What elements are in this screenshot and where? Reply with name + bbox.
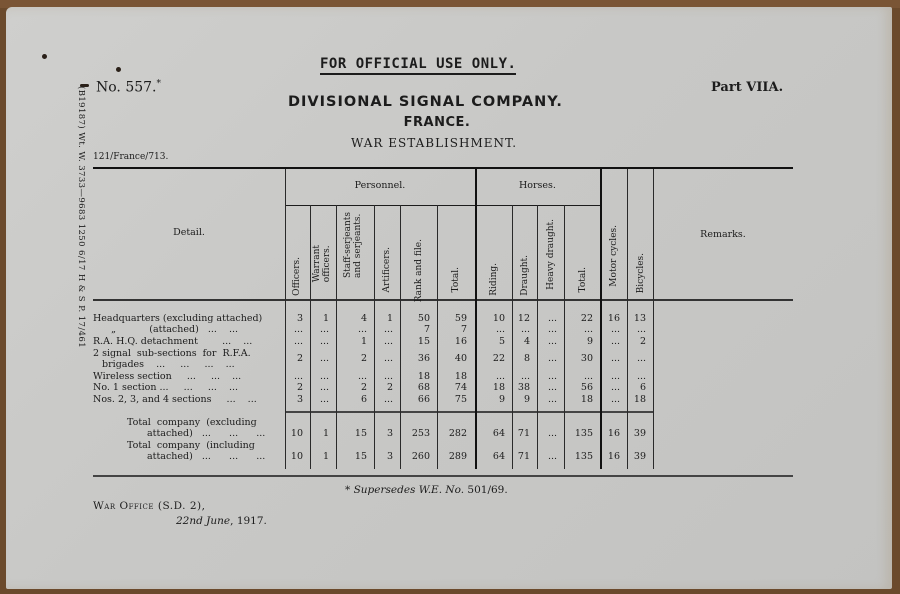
table-cell: ... — [383, 371, 393, 382]
table-cell: 74 — [454, 382, 467, 393]
personnel-header: Personnel. — [354, 180, 406, 191]
table-cell: ... — [547, 353, 557, 364]
subtitle-text: FRANCE. — [403, 115, 471, 130]
table-cell: ... — [319, 336, 329, 347]
table-bottom-rule — [93, 475, 793, 477]
table-cell: 282 — [448, 428, 467, 439]
table-cell: ... — [293, 336, 303, 347]
table-cell: ... — [547, 428, 557, 439]
col-header-line: Staff-serjeants — [343, 212, 353, 279]
table-cell: 50 — [417, 313, 430, 324]
table-cell: 4 — [523, 336, 530, 347]
table-cell: ... — [547, 451, 557, 462]
table-cell: ... — [583, 371, 593, 382]
table-cell: 66 — [417, 394, 430, 405]
table-cell: 39 — [633, 451, 646, 462]
table-cell: 16 — [607, 313, 620, 324]
issue-date-year: , 1917. — [230, 515, 267, 527]
table-cell: 1 — [322, 451, 329, 462]
table-cell: 40 — [454, 353, 467, 364]
table-cell: 2 — [360, 382, 367, 393]
table-cell: ... — [319, 353, 329, 364]
table-cell: 2 — [386, 382, 393, 393]
table-cell: 1 — [386, 313, 393, 324]
table-cell: 2 — [360, 353, 367, 364]
punch-hole — [116, 67, 121, 72]
table-cell: 22 — [580, 313, 593, 324]
table-cell: 75 — [454, 394, 467, 405]
footnote — [345, 484, 508, 496]
table-cell: 260 — [411, 451, 430, 462]
table-cell: ... — [520, 324, 530, 335]
table-cell: ... — [636, 324, 646, 335]
table-cell: ... — [610, 371, 620, 382]
footnote-mark: * — [345, 484, 351, 496]
table-cell: 15 — [354, 428, 367, 439]
table-cell: 6 — [639, 382, 646, 393]
table-cell: 1 — [360, 336, 367, 347]
col-header-riding: Riding. — [489, 263, 499, 296]
table-cell: 10 — [492, 313, 505, 324]
reference-number: 121/France/713. — [93, 152, 169, 162]
table-cell: ... — [293, 324, 303, 335]
table-cell: 16 — [454, 336, 467, 347]
table-cell: 9 — [586, 336, 593, 347]
table-cell: ... — [610, 394, 620, 405]
table-cell: 289 — [448, 451, 467, 462]
table-cell: 18 — [454, 371, 467, 382]
table-cell: 64 — [492, 428, 505, 439]
table-cell: 13 — [633, 313, 646, 324]
table-cell: 22 — [492, 353, 505, 364]
col-header-bicycles: Bicycles. — [636, 253, 646, 294]
punch-hole — [42, 54, 47, 59]
footnote-number: 501/69. — [467, 484, 508, 496]
issue-date-day: 22nd June — [176, 515, 231, 527]
table-cell: ... — [495, 371, 505, 382]
table-cell: 36 — [417, 353, 430, 364]
detail-line: No. 1 section ... ... ... ... — [93, 382, 239, 393]
table-cell: ... — [636, 353, 646, 364]
table-cell: 18 — [417, 371, 430, 382]
table-cell: 9 — [523, 394, 530, 405]
total-detail-line: Total company (including — [127, 440, 255, 451]
col-header-line: Warrant — [312, 245, 322, 283]
remarks-header: Remarks. — [700, 229, 746, 240]
col-header-rank-and-file: Rank and file. — [414, 239, 424, 303]
table-cell: 7 — [423, 324, 430, 335]
table-cell: 39 — [633, 428, 646, 439]
table-cell: 3 — [386, 428, 393, 439]
table-cell: ... — [547, 371, 557, 382]
detail-line: Nos. 2, 3, and 4 sections ... ... — [93, 394, 257, 405]
table-cell: ... — [610, 353, 620, 364]
total-detail-line: Total company (excluding — [127, 417, 257, 428]
table-cell: 135 — [574, 428, 593, 439]
document-heading: WAR ESTABLISHMENT. — [351, 136, 518, 150]
table-cell: 10 — [290, 451, 303, 462]
table-cell: ... — [383, 336, 393, 347]
table-cell: ... — [357, 324, 367, 335]
table-cell: ... — [547, 313, 557, 324]
table-cell: 10 — [290, 428, 303, 439]
table-cell: 6 — [360, 394, 367, 405]
footnote-text: Supersedes W.E. No. — [353, 484, 465, 496]
col-header-personnel-total: Total. — [451, 267, 461, 293]
table-cell: 16 — [607, 428, 620, 439]
table-cell: ... — [383, 324, 393, 335]
classification-heading: FOR OFFICIAL USE ONLY. — [320, 56, 516, 75]
table-cell: ... — [547, 324, 557, 335]
detail-line: brigades ... ... ... ... — [93, 359, 235, 370]
table-cell: 59 — [454, 313, 467, 324]
table-cell: ... — [319, 324, 329, 335]
table-cell: 68 — [417, 382, 430, 393]
document-subtitle — [0, 115, 900, 130]
table-cell: 30 — [580, 353, 593, 364]
table-cell: ... — [293, 371, 303, 382]
table-top-rule — [93, 167, 793, 169]
table-cell: 18 — [580, 394, 593, 405]
detail-line: Headquarters (excluding attached) — [93, 313, 263, 324]
table-cell: 15 — [417, 336, 430, 347]
table-cell: 3 — [296, 313, 303, 324]
header-bottom-rule — [93, 299, 793, 301]
col-header-line: and serjeants. — [353, 213, 363, 279]
document-number — [96, 79, 161, 96]
table-cell: 8 — [523, 353, 530, 364]
table-cell: 18 — [492, 382, 505, 393]
table-cell: ... — [610, 336, 620, 347]
horses-header: Horses. — [519, 180, 556, 191]
table-cell: ... — [357, 371, 367, 382]
table-cell: ... — [520, 371, 530, 382]
table-cell: 9 — [498, 394, 505, 405]
table-cell: 3 — [386, 451, 393, 462]
col-header-serjeants — [343, 212, 363, 278]
col-header-horses-total: Total. — [578, 267, 588, 293]
table-cell: ... — [547, 336, 557, 347]
document-title: DIVISIONAL SIGNAL COMPANY. — [288, 94, 563, 110]
table-cell: 2 — [639, 336, 646, 347]
table-cell: 1 — [322, 428, 329, 439]
table-cell: 64 — [492, 451, 505, 462]
table-cell: 5 — [498, 336, 505, 347]
printer-line: (B19187) Wt. W. 3733—9683 1250 6/17 H & S P. 17/461 — [76, 86, 86, 349]
detail-line: 2 signal sub-sections for R.F.A. — [93, 348, 251, 359]
group-header-rule — [285, 205, 601, 206]
table-cell: 135 — [574, 451, 593, 462]
table-cell: ... — [383, 353, 393, 364]
table-cell: 253 — [411, 428, 430, 439]
table-cell: ... — [547, 382, 557, 393]
table-cell: ... — [383, 394, 393, 405]
detail-line: „ (attached) ... ... — [93, 324, 239, 335]
issuing-office: War Office (S.D. 2), — [93, 500, 206, 512]
table-cell: ... — [610, 324, 620, 335]
table-cell: ... — [319, 382, 329, 393]
table-cell: 18 — [633, 394, 646, 405]
issue-date — [176, 515, 267, 527]
table-cell: 4 — [360, 313, 367, 324]
col-header-motor-cycles: Motor cycles. — [609, 225, 619, 287]
detail-line: Wireless section ... ... ... — [93, 371, 242, 382]
table-cell: ... — [319, 394, 329, 405]
totals-rule — [285, 411, 653, 413]
table-cell: 16 — [607, 451, 620, 462]
col-header-line: officers. — [322, 245, 332, 283]
detail-line: R.A. H.Q. detachment ... ... — [93, 336, 253, 347]
total-detail-line: attached) ... ... ... — [147, 428, 266, 439]
table-cell: ... — [610, 382, 620, 393]
col-header-officers: Officers. — [292, 257, 302, 296]
table-cell: 12 — [517, 313, 530, 324]
col-header-heavy-draught: Heavy draught. — [546, 219, 556, 290]
table-cell: 2 — [296, 353, 303, 364]
part-label: Part VIIA. — [711, 80, 784, 95]
establishment-table — [93, 167, 793, 477]
table-cell: 7 — [460, 324, 467, 335]
table-cell: ... — [583, 324, 593, 335]
table-cell: ... — [636, 371, 646, 382]
table-cell: ... — [547, 394, 557, 405]
col-header-artificers: Artificers. — [382, 247, 392, 293]
col-header-warrant-officers — [312, 245, 332, 282]
table-cell: 56 — [580, 382, 593, 393]
footnote-mark: * — [156, 79, 162, 89]
table-cell: 71 — [517, 428, 530, 439]
table-cell: 1 — [322, 313, 329, 324]
col-header-draught: Draught. — [520, 255, 530, 296]
col-rule — [653, 169, 654, 469]
table-cell: 38 — [517, 382, 530, 393]
table-cell: 71 — [517, 451, 530, 462]
total-detail-line: attached) ... ... ... — [147, 451, 266, 462]
table-cell: ... — [495, 324, 505, 335]
document-number-text: No. 557. — [96, 79, 157, 96]
table-cell: 15 — [354, 451, 367, 462]
table-cell: 3 — [296, 394, 303, 405]
detail-header: Detail. — [173, 227, 205, 238]
table-cell: 2 — [296, 382, 303, 393]
table-cell: ... — [319, 371, 329, 382]
